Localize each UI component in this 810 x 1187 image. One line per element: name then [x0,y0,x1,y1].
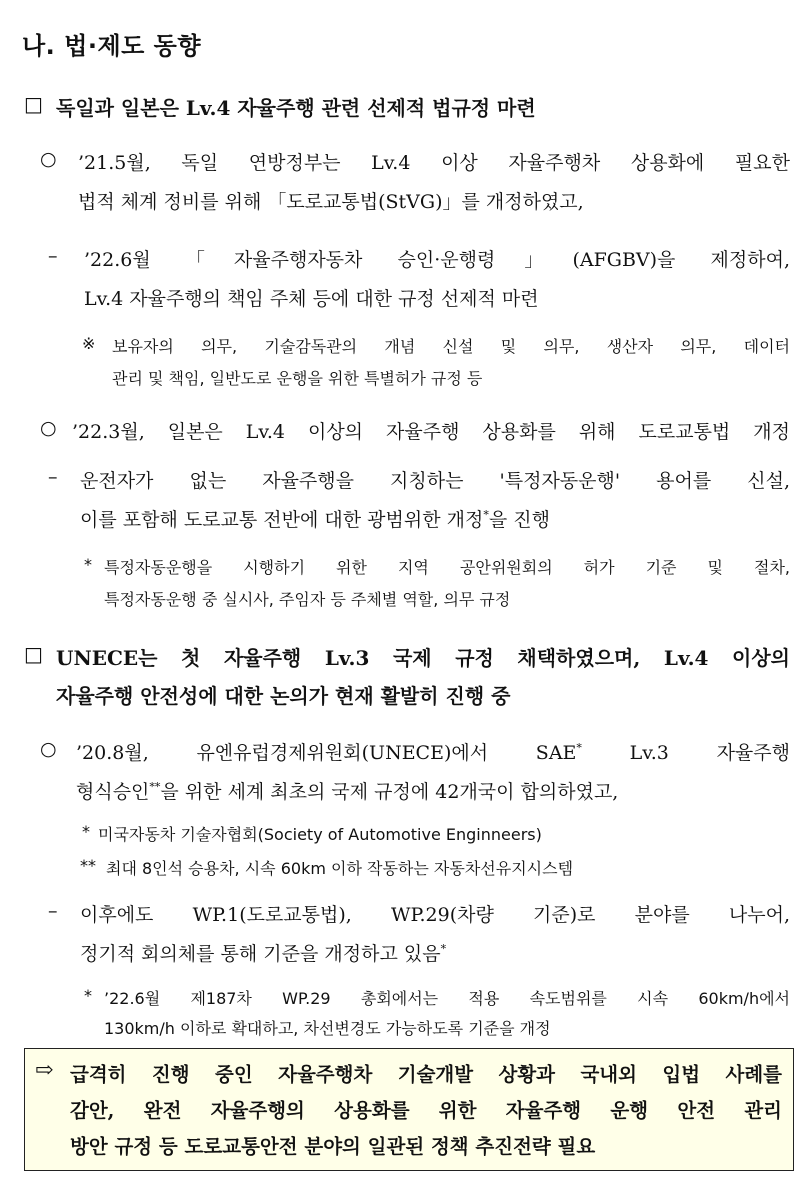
bullet-line [76,777,618,804]
asterisk-mark: * [84,986,92,1005]
note-line: 특정자동운행을 시행하기 위한 지역 공안위원회의 허가 기준 및 절차, [104,558,790,577]
dash-line: 운전자가 없는 자율주행을 지칭하는 '특정자동운행' 용어를 신설, [80,470,790,492]
dash-text: 정기적 회의체를 통해 기준을 개정하고 있음 [80,943,441,965]
note-line: 130km/h 이하로 확대하고, 차선변경도 가능하도록 기준을 개정 [104,1019,551,1038]
arrow-right-icon: ⇨ [35,1057,54,1083]
footnote-mark: * [440,942,447,956]
bullet-text: 형식승인 [76,781,150,803]
conclusion-line: 감안, 완전 자율주행의 상용화를 위한 자율주행 운행 안전 관리 [70,1099,782,1122]
circle-marker: ○ [40,738,57,760]
asterisk-mark: * [84,555,92,574]
asterisk-mark: * [82,822,90,841]
heading-text: 독일과 일본은 Lv.4 자율주행 관련 선제적 법규정 마련 [56,96,536,120]
dash-marker: – [48,900,58,922]
footnote-mark: ** [149,780,161,794]
reference-mark: ※ [82,334,96,353]
bullet-text: 을 위한 세계 최초의 국제 규정에 42개국이 합의하였고, [160,781,619,803]
bullet-line [76,738,790,765]
asterisk-mark: ** [80,856,96,875]
note-line: 관리 및 책임, 일반도로 운행을 위한 특별허가 규정 등 [112,369,483,388]
heading-text: UNECE는 첫 자율주행 Lv.3 국제 규정 채택하였으며, Lv.4 이상의 [56,646,790,670]
dash-text: 을 진행 [488,509,550,531]
circle-marker: ○ [40,148,57,170]
note-line: 특정자동운행 중 실시사, 주임자 등 주체별 역할, 의무 규정 [104,590,511,609]
footnote-mark: * [576,741,582,755]
note-line: 보유자의 의무, 기술감독관의 개념 신설 및 의무, 생산자 의무, 데이터 [112,337,790,356]
dash-marker: – [48,245,58,267]
square-marker: □ [24,92,43,116]
section-title: 나. 법·제도 동향 [22,32,202,60]
bullet-line: ’21.5월, 독일 연방정부는 Lv.4 이상 자율주행차 상용화에 필요한 [78,152,790,174]
dash-line [80,505,550,532]
footnote-mark: * [483,508,489,522]
dash-line: ’22.6월 「자율주행자동차 승인·운행령」(AFGBV)을 제정하여, [84,249,790,271]
note-line: 미국자동차 기술자협회(Society of Automotive Enginneers) [98,825,542,844]
heading-text: 자율주행 안전성에 대한 논의가 현재 활발히 진행 중 [56,684,511,708]
conclusion-line: 급격히 진행 중인 자율주행차 기술개발 상황과 국내외 입법 사례를 [70,1063,782,1086]
conclusion-box [24,1048,794,1171]
square-marker: □ [24,642,43,666]
circle-marker: ○ [40,417,57,439]
bullet-text: ’20.8월, 유엔유럽경제위원회(UNECE)에서 SAE [76,742,577,764]
note-line: 최대 8인석 승용차, 시속 60km 이하 작동하는 자동차선유지시스템 [106,859,574,878]
dash-line: 이후에도 WP.1(도로교통법), WP.29(차량 기준)로 분야를 나누어, [80,904,790,926]
dash-line: Lv.4 자율주행의 책임 주체 등에 대한 규정 선제적 마련 [84,288,539,310]
dash-text: 이를 포함해 도로교통 전반에 대한 광범위한 개정 [80,509,484,531]
bullet-line: 법적 체계 정비를 위해 「도로교통법(StVG)」를 개정하였고, [78,191,584,213]
conclusion-line: 방안 규정 등 도로교통안전 분야의 일관된 정책 추진전략 필요 [70,1135,596,1158]
dash-marker: – [48,466,58,488]
bullet-line: ’22.3월, 일본은 Lv.4 이상의 자율주행 상용화를 위해 도로교통법 개정 [72,421,790,443]
bullet-text: Lv.3 자율주행 [581,742,790,764]
note-line: ’22.6월 제187차 WP.29 총회에서는 적용 속도범위를 시속 60km/h에서 [104,989,790,1008]
dash-line [80,939,446,966]
